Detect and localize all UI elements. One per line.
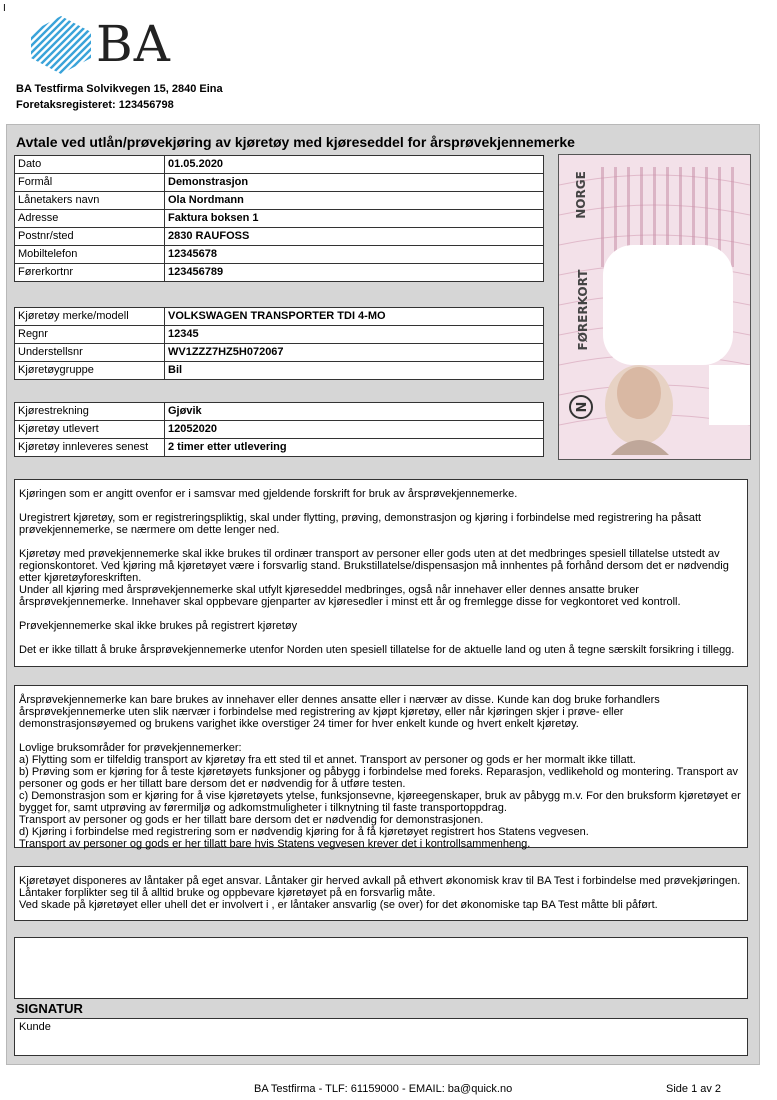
rules-paragraph: Kjøringen som er angitt ovenfor er i samsvar med gjeldende forskrift for bruk av årsprøvekjennemerke.	[19, 488, 518, 500]
field-value[interactable]: WV1ZZZ7HZ5H072067	[165, 344, 544, 362]
field-label: Kjørestrekning	[15, 403, 165, 421]
field-value[interactable]: Faktura boksen 1	[165, 210, 544, 228]
field-value[interactable]: 12052020	[165, 421, 544, 439]
usage-heading: Lovlige bruksområder for prøvekjennemerker:	[19, 742, 242, 754]
usage-item: d) Kjøring i forbindelse med registrering som er nødvendig kjøring for å få kjøretøyet registrert hos Statens vegvesen.	[19, 826, 589, 838]
table-row	[15, 362, 544, 380]
usage-item: Transport av personer og gods er her tillatt bare dersom det er nødvendig for demonstrasjonen.	[19, 814, 484, 826]
company-info	[16, 81, 223, 113]
trip-table	[14, 402, 544, 457]
liability-line: Ved skade på kjøretøyet eller uhell det er involvert i , er låntaker ansvarlig (se over) for det økonomiske tap BA Test måtte bli påført.	[19, 899, 658, 911]
liability-text-box	[14, 866, 748, 921]
field-label: Kjøretøygruppe	[15, 362, 165, 380]
license-type: FØRERKORT	[576, 269, 590, 351]
rules-paragraph: Det er ikke tillatt å bruke årsprøvekjennemerke utenfor Norden uten spesiell tillatelse for de aktuelle land og uten å tegne særskilt forsikring i tillegg.	[19, 644, 735, 656]
table-row	[15, 344, 544, 362]
field-value[interactable]: Gjøvik	[165, 403, 544, 421]
field-label: Kjøretøy merke/modell	[15, 308, 165, 326]
rules-paragraph: Prøvekjennemerke skal ikke brukes på registrert kjøretøy	[19, 620, 298, 632]
renter-table	[14, 155, 544, 282]
table-row	[15, 192, 544, 210]
drivers-license-image	[558, 154, 751, 460]
field-label: Kjøretøy utlevert	[15, 421, 165, 439]
table-row	[15, 308, 544, 326]
field-value[interactable]: 01.05.2020	[165, 156, 544, 174]
signature-heading: SIGNATUR	[16, 1001, 83, 1016]
table-row	[15, 326, 544, 344]
license-country: NORGE	[574, 171, 588, 219]
field-value[interactable]: 12345678	[165, 246, 544, 264]
customer-signature-label: Kunde	[19, 1021, 51, 1033]
field-value[interactable]: 123456789	[165, 264, 544, 282]
usage-item: Transport av personer og gods er her tillatt bare hvis Statens vegvesen krever det i kontrollsammenheng.	[19, 838, 531, 850]
table-row	[15, 228, 544, 246]
field-value[interactable]: Bil	[165, 362, 544, 380]
text-cursor: I	[3, 3, 6, 14]
rules-text-box	[14, 479, 748, 667]
company-logo	[26, 14, 206, 74]
table-row	[15, 174, 544, 192]
field-label: Førerkortnr	[15, 264, 165, 282]
table-row	[15, 403, 544, 421]
usage-text-box	[14, 685, 748, 848]
table-row	[15, 439, 544, 457]
vehicle-table	[14, 307, 544, 380]
field-value[interactable]: Ola Nordmann	[165, 192, 544, 210]
field-label: Regnr	[15, 326, 165, 344]
field-label: Dato	[15, 156, 165, 174]
rules-paragraph: Kjøretøy med prøvekjennemerke skal ikke brukes til ordinær transport av personer eller gods uten at det medbringes spesiell tillatelse utstedt av regionskontoret. Ved kjøring må kjøretøyet være i forsvarlig stand. Brukstillatelse/dispensasjon må innhentes på forhånd dersom det er nødvendig etter kjøretøyforeskriften.	[19, 548, 729, 584]
field-value[interactable]: Demonstrasjon	[165, 174, 544, 192]
field-label: Formål	[15, 174, 165, 192]
field-label: Adresse	[15, 210, 165, 228]
logo-text: BA	[96, 15, 171, 73]
notes-field[interactable]	[14, 937, 748, 999]
rules-paragraph: Uregistrert kjøretøy, som er registreringspliktig, skal under flytting, prøving, demonstrasjon og kjøring i forbindelse med registrering ha påsatt prøvekjennemerke, se nærmere om dette lenger ned.	[19, 512, 702, 536]
table-row	[15, 264, 544, 282]
usage-intro: Årsprøvekjennemerke kan bare brukes av innehaver eller dennes ansatte eller i nærvær av disse. Kunde kan dog bruke forhandlers årsprøvekjennemerke uten slik nærvær i forbindelse med registrering av kjøpt kjøretøy, eller når kjøringen skjer i prøve- eller demonstrasjonsøyemed og brukens varighet ikke overstiger 24 timer for hver enkelt kunde og hvert enkelt kjøretøy.	[19, 694, 660, 730]
footer-contact: BA Testfirma - TLF: 61159000 - EMAIL: ba@quick.no	[254, 1083, 513, 1095]
field-label: Lånetakers navn	[15, 192, 165, 210]
field-label: Mobiltelefon	[15, 246, 165, 264]
page-number: Side 1 av 2	[666, 1083, 722, 1095]
liability-line: Låntaker forplikter seg til å alltid bruke og oppbevare kjøretøyet på en forsvarlig måte.	[19, 887, 436, 899]
license-country-code: N	[575, 401, 590, 413]
company-address: BA Testfirma Solvikvegen 15, 2840 Eina	[16, 83, 223, 95]
document-title: Avtale ved utlån/prøvekjøring av kjøretøy med kjøreseddel for årsprøvekjennemerke	[16, 134, 575, 150]
usage-item: c) Demonstrasjon som er kjøring for å vise kjøretøyets ytelse, funksjonsevne, kjøreegenskaper, bruk av påbygg m.v. For den bruksform kjøretøyet er bygget for, samt utprøving av førermiljø og adkomstmuligheter i tilknytning til faste transportoppdrag.	[19, 790, 741, 814]
table-row	[15, 421, 544, 439]
usage-item: a) Flytting som er tilfeldig transport av kjøretøy fra ett sted til et annet. Transport av personer og gods er her mormalt ikke tillatt.	[19, 754, 636, 766]
customer-signature-field[interactable]	[14, 1018, 748, 1056]
field-label: Postnr/sted	[15, 228, 165, 246]
table-row	[15, 210, 544, 228]
hexagon-logo-icon	[26, 14, 96, 74]
field-label: Understellsnr	[15, 344, 165, 362]
field-value[interactable]: VOLKSWAGEN TRANSPORTER TDI 4-MO	[165, 308, 544, 326]
field-value[interactable]: 2830 RAUFOSS	[165, 228, 544, 246]
liability-line: Kjøretøyet disponeres av låntaker på eget ansvar. Låntaker gir herved avkall på ethvert økonomisk krav til BA Test i forbindelse med prøvekjøringen.	[19, 875, 741, 887]
company-registry: Foretaksregisteret: 123456798	[16, 99, 174, 111]
field-value[interactable]: 2 timer etter utlevering	[165, 439, 544, 457]
field-label: Kjøretøy innleveres senest	[15, 439, 165, 457]
rules-paragraph: Under all kjøring med årsprøvekjennemerke skal utfylt kjøreseddel medbringes, også når innehaver eller dennes ansatte bruker årsprøvekjennemerke. Innehaver skal oppbevare gjenparter av kjøresedler i minst ett år og fremlegge disse for vegkontoret ved kontroll.	[19, 584, 681, 608]
field-value[interactable]: 12345	[165, 326, 544, 344]
table-row	[15, 246, 544, 264]
table-row	[15, 156, 544, 174]
license-card-graphic	[559, 155, 750, 459]
usage-item: b) Prøving som er kjøring for å teste kjøretøyets funksjoner og påbygg i forbindelse med foreks. Reparasjon, vedlikehold og montering. Transport av personer og gods er her tillatt bare dersom det er nødvendig for å utføre testen.	[19, 766, 739, 790]
